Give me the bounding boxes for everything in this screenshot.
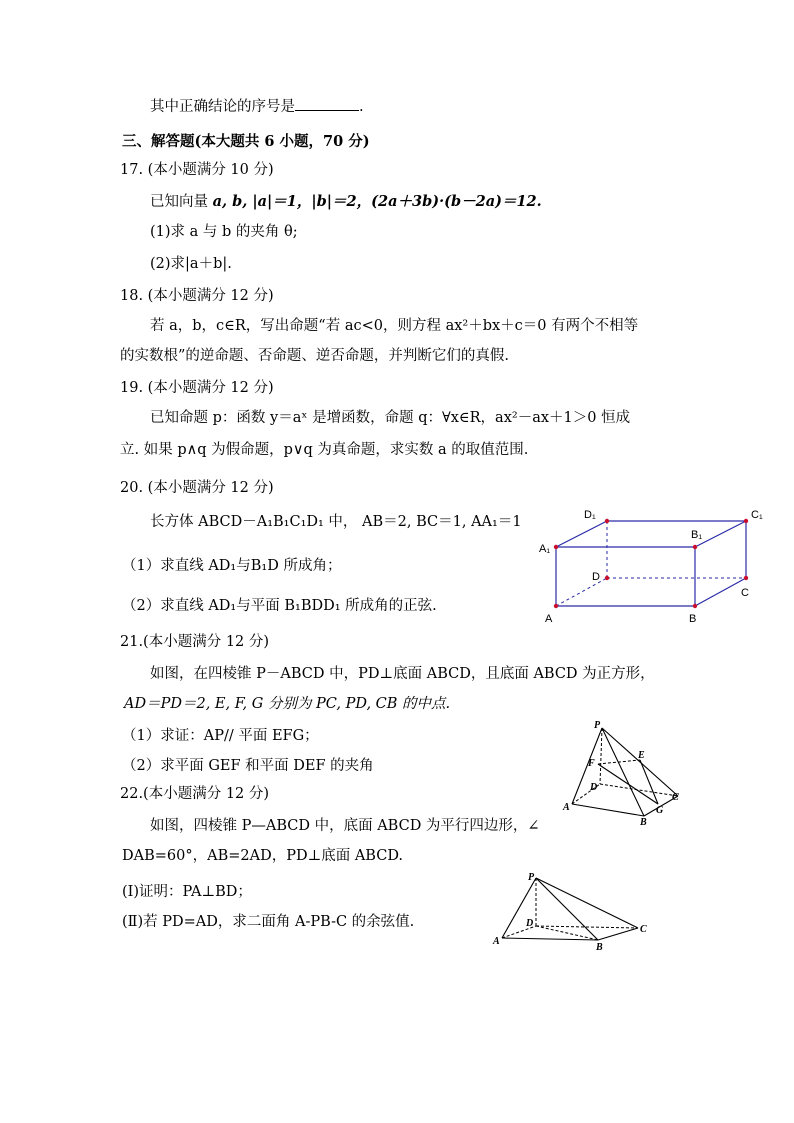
q17-line2: (1)求 a 与 b 的夹角 θ; [150,224,298,240]
q20-header: 20. (本小题满分 12 分) [120,480,274,496]
edge-bc [695,578,746,606]
q19-line1: 已知命题 p：函数 y＝aˣ 是增函数，命题 q：∀x∈R，ax²－ax＋1＞0 恒成 [150,410,631,426]
q18-header: 18. (本小题满分 12 分) [120,288,274,304]
edge-b1c1 [695,521,746,547]
section-title: 三、解答题(本大题共 6 小题，70 分) [122,133,370,150]
label-c1: C₁ [751,509,763,521]
label-b: B [689,613,697,625]
pyramid-figure-22 [490,870,660,953]
q22-line1: 如图，四棱锥 P—ABCD 中，底面 ABCD 为平行四边形，∠ [150,818,540,834]
edge-a1d1 [556,521,607,547]
label-c: C [741,587,749,599]
q17-line1 [150,192,542,212]
fill-blank-text: 其中正确结论的序号是 [150,99,295,115]
label-p: P [594,720,601,731]
cuboid-figure [535,502,765,632]
label-b1: B₁ [691,529,703,541]
label-c: C [640,924,647,935]
q22-header: 22.(本小题满分 12 分) [120,786,270,802]
q22-line4: (Ⅱ)若 PD=AD，求二面角 A-PB-C 的余弦值. [122,914,415,930]
pyramid-22-hidden [502,878,638,940]
pyramid-figure-21 [560,718,690,828]
label-d1: D₁ [584,509,596,521]
label-a: A [545,613,553,625]
label-c: C [672,792,679,803]
q19-header: 19. (本小题满分 12 分) [120,380,274,396]
q21-line1: 如图，在四棱锥 P－ABCD 中，PD⊥底面 ABCD，且底面 ABCD 为正方形， [150,666,655,682]
q17-line1-math: a, b, |a|＝1，|b|＝2，(2a＋3b)·(b－2a)＝12. [212,193,542,210]
q21-header: 21.(本小题满分 12 分) [120,634,270,650]
q21-line3: （1）求证：AP// 平面 EFG； [122,728,319,744]
q19-line2: 立. 如果 p∧q 为假命题，p∨q 为真命题，求实数 a 的取值范围. [120,442,529,458]
label-a: A [563,802,570,813]
label-e: E [638,750,645,761]
period: . [359,99,364,115]
label-p: P [528,872,535,883]
q20-line1: 长方体 ABCD－A₁B₁C₁D₁ 中， AB＝2, BC＝1, AA₁＝1 [150,514,522,530]
q20-line2: （1）求直线 AD₁与B₁D 所成角； [122,558,342,574]
q17-line1-pre: 已知向量 [150,194,213,210]
q18-line2: 的实数根”的逆命题、否命题、逆否命题，并判断它们的真假. [120,348,510,364]
q22-line2: DAB=60°，AB=2AD，PD⊥底面 ABCD. [122,848,404,864]
label-d: D [592,571,600,583]
label-a1: A₁ [539,543,551,555]
q21-line2: AD＝PD＝2, E, F, G 分别为 PC, PD, CB 的中点. [124,696,451,712]
label-d: D [526,918,534,929]
label-d: D [590,782,598,793]
q20-line3: （2）求直线 AD₁与平面 B₁BDD₁ 所成角的正弦. [122,598,437,614]
label-f: F [588,758,595,769]
q18-line1: 若 a，b，c∈R，写出命题“若 ac<0，则方程 ax²＋bx＋c＝0 有两个不相等 [150,318,639,334]
q17-line3: (2)求|a＋b|. [150,256,232,272]
label-a: A [493,936,500,947]
label-b: B [640,817,647,828]
q22-line3: (Ⅰ)证明：PA⊥BD； [122,884,252,900]
q17-header: 17. (本小题满分 10 分) [120,162,274,178]
fill-blank-line [150,96,364,117]
cuboid-edges [556,521,746,606]
label-b: B [596,942,603,953]
label-g: G [656,805,664,816]
answer-blank[interactable] [295,96,359,111]
pyramid-21-edges [572,728,678,816]
q21-line4: （2）求平面 GEF 和平面 DEF 的夹角 [122,758,374,774]
cuboid-vertices [554,519,748,608]
